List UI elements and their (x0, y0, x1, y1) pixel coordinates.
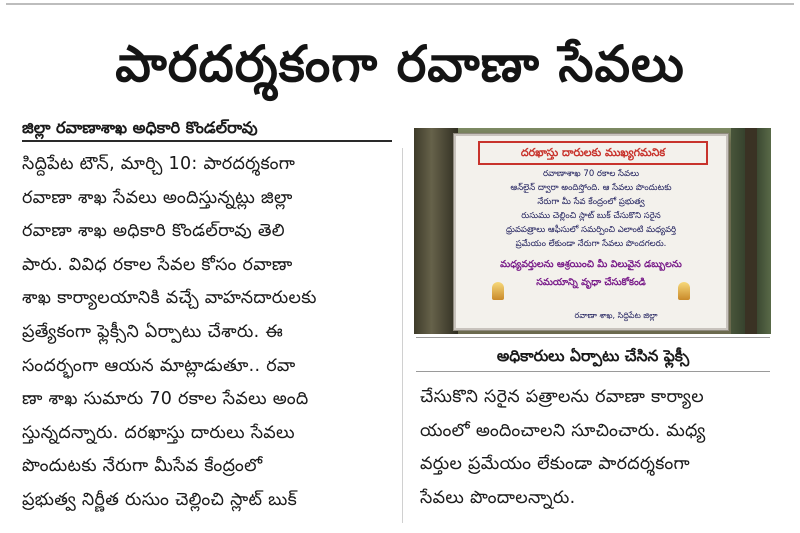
body-line: పొందుటకు నేరుగా మీసేవ కేంద్రంలో (22, 456, 263, 477)
body-line: చేసుకొని సరైన పత్రాలను రవాణా కార్యాల (420, 387, 704, 407)
caption-rule (416, 371, 770, 372)
body-line: సందర్భంగా ఆయన మాట్లాడుతూ.. రవా (22, 355, 296, 376)
lamp-icon (492, 282, 504, 300)
banner-title: దరఖాస్తు దారులకు ముఖ్యగమనిక (478, 141, 708, 165)
photo-caption: అధికారులు ఏర్పాటు చేసిన ఫ్లెక్సీ (496, 347, 690, 365)
banner-line: రుసుము చెల్లించి స్లాట్ బుక్ చేసుకొని సరైన (521, 211, 661, 221)
banner-line: నేరుగా మీ సేవ కేంద్రంలో ప్రభుత్వ (537, 197, 645, 207)
lamp-icon (678, 282, 690, 300)
subheadline: జిల్లా రవాణాశాఖ అధికారి కొండల్‌రావు (22, 118, 258, 137)
headline: పారదర్శకంగా రవాణా సేవలు (115, 35, 685, 93)
tree-trunk (745, 128, 757, 334)
article-body-right (420, 381, 780, 515)
banner-warning-line: సమయాన్ని వృధా చేసుకోకండి (536, 277, 646, 288)
banner-line: రవాణాశాఖ 70 రకాల సేవలు (542, 169, 640, 179)
body-line: యంలో అందించాలని సూచించారు. మధ్య (420, 420, 706, 441)
caption-rule (416, 337, 770, 338)
subheadline-rule (22, 140, 392, 142)
body-line: ప్రభుత్వ నిర్ణీత రుసుం చెల్లించి స్లాట్‌ బుక్‌ (22, 489, 298, 510)
body-line: రవాణా శాఖ అధికారి కొండల్‌రావు తెలి (22, 221, 285, 242)
banner-footer: రవాణా శాఖ, సిద్దిపేట జిల్లా (574, 311, 658, 320)
body-line: సేవలు పొందాలన్నారు. (420, 487, 576, 508)
banner-warning-line: మధ్యవర్తులను ఆశ్రయించి మీ విలువైన డబ్బులను (500, 259, 682, 270)
body-line: రవాణా శాఖ సేవలు అందిస్తున్నట్లు జిల్లా (22, 187, 293, 208)
banner-line: ఆన్‌లైన్ ద్వారా అందిస్తోంది. ఆ సేవలు పొందుటకు (510, 183, 672, 193)
flexi-banner (454, 134, 728, 330)
banner-line: ప్రమేయం లేకుండా నేరుగా సేవలు పొందగలరు. (515, 239, 667, 249)
banner-line: ధ్రువపత్రాలు ఆఫీసులో సమర్పించి ఎలాంటి మధ్యవర్తి (505, 225, 677, 235)
article-body-left (22, 148, 392, 518)
tree-left (414, 128, 458, 334)
flexi-banner-photo (414, 128, 771, 334)
body-line: శాఖ కార్యాలయానికి వచ్చే వాహనదారులకు (22, 288, 317, 309)
column-gutter (402, 148, 403, 523)
body-line: ణా శాఖ సుమారు 70 రకాల సేవలు అంది (22, 389, 309, 410)
body-line: వర్తుల ప్రమేయం లేకుండా పారదర్శకంగా (420, 454, 690, 475)
top-rule (6, 3, 794, 5)
body-line: పారు. వివిధ రకాల సేవల కోసం రవాణా (22, 254, 293, 275)
body-line: ప్రత్యేకంగా ఫ్లెక్సీని ఏర్పాటు చేశారు. ఈ (22, 321, 284, 342)
body-line: సిద్దిపేట టౌన్‌, మార్చి 10: పారదర్శకంగా (22, 154, 296, 174)
body-line: స్తున్నదన్నారు. దరఖాస్తు దారులు సేవలు (22, 422, 295, 443)
